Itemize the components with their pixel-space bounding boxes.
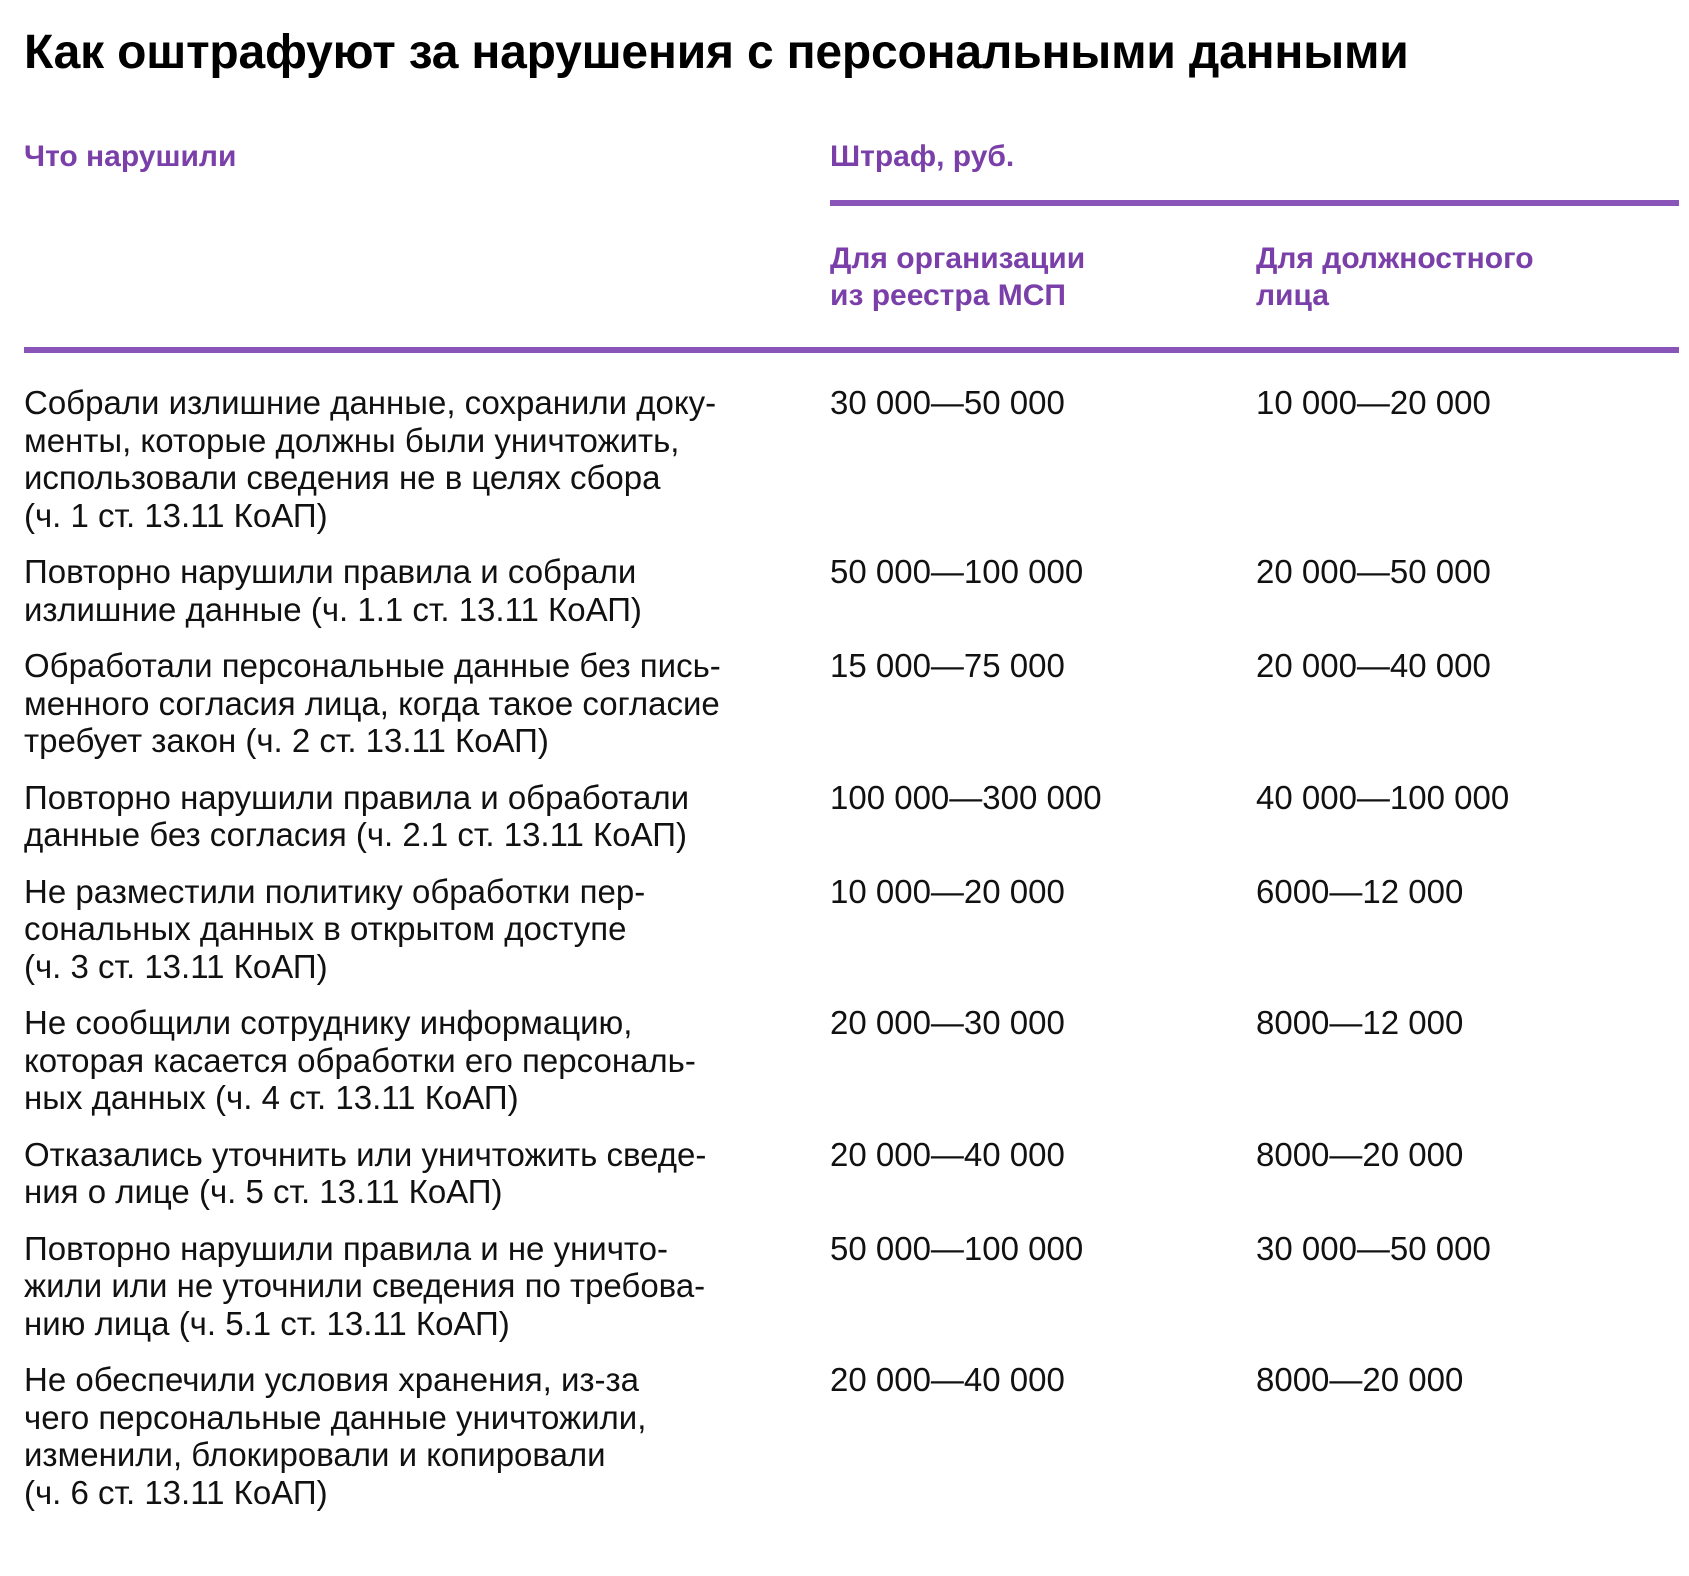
table-row [24,779,1679,854]
official-fine-cell: 8000—12 000 [1256,1004,1464,1041]
column-header-violation: Что нарушили [24,140,237,173]
column-header-sme-organization: Для организации из реестра МСП [830,242,1086,312]
sme-fine-cell: 20 000—30 000 [830,1004,1065,1041]
official-fine-cell: 8000—20 000 [1256,1135,1464,1173]
table-header-divider [24,347,1679,353]
official-fine-cell: 20 000—40 000 [1256,647,1491,684]
table-row [24,873,1679,986]
official-fine-cell: 30 000—50 000 [1256,1229,1491,1267]
sme-fine-cell: 30 000—50 000 [830,384,1065,421]
violation-cell: Отказались уточнить или уничтожить сведе- ния о лице (ч. 5 ст. 13.11 КоАП) [24,1135,707,1210]
sme-fine-cell: 50 000—100 000 [830,1229,1084,1267]
table-row [24,1361,1679,1511]
violation-cell: Не обеспечили условия хранения, из-за чего персональные данные уничтожили, изменили, блокировали и копировали (ч. 6 ст. 13.11 КоАП) [24,1361,647,1511]
sme-fine-cell: 100 000—300 000 [830,778,1102,816]
table-row [24,1230,1679,1343]
fine-header-divider [830,200,1679,206]
table-row [24,384,1679,534]
table-row [24,553,1679,628]
table-row [24,1004,1679,1117]
sme-fine-cell: 10 000—20 000 [830,872,1065,910]
violation-cell: Обработали персональные данные без пись- менного согласия лица, когда такое согласие требует закон (ч. 2 ст. 13.11 КоАП) [24,647,721,759]
official-fine-cell: 10 000—20 000 [1256,384,1491,421]
violation-cell: Собрали излишние данные, сохранили доку- менты, которые должны были уничтожить, использовали сведения не в целях сбора (ч. 1 ст. 13.11 КоАП) [24,384,717,534]
column-header-official: Для должностного лица [1256,242,1534,312]
official-fine-cell: 6000—12 000 [1256,872,1464,910]
table-row [24,1136,1679,1211]
violation-cell: Повторно нарушили правила и обработали данные без согласия (ч. 2.1 ст. 13.11 КоАП) [24,778,690,853]
violation-cell: Повторно нарушили правила и собрали излишние данные (ч. 1.1 ст. 13.11 КоАП) [24,553,642,628]
violation-cell: Повторно нарушили правила и не уничто- жили или не уточнили сведения по требова- нию лица (ч. 5.1 ст. 13.11 КоАП) [24,1229,706,1342]
official-fine-cell: 40 000—100 000 [1256,778,1510,816]
sme-fine-cell: 20 000—40 000 [830,1135,1065,1173]
fines-table-body [24,384,1679,1530]
sme-fine-cell: 15 000—75 000 [830,647,1065,684]
page-title: Как оштрафуют за нарушения с персональными данными [24,26,1409,79]
official-fine-cell: 8000—20 000 [1256,1361,1464,1398]
sme-fine-cell: 20 000—40 000 [830,1361,1065,1398]
violation-cell: Не разместили политику обработки пер- сональных данных в открытом доступе (ч. 3 ст. 13.11 КоАП) [24,872,646,985]
column-header-fine: Штраф, руб. [830,140,1015,173]
sme-fine-cell: 50 000—100 000 [830,553,1084,590]
official-fine-cell: 20 000—50 000 [1256,553,1491,590]
violation-cell: Не сообщили сотруднику информацию, которая касается обработки его персональ- ных данных (ч. 4 ст. 13.11 КоАП) [24,1004,696,1116]
table-row [24,647,1679,760]
